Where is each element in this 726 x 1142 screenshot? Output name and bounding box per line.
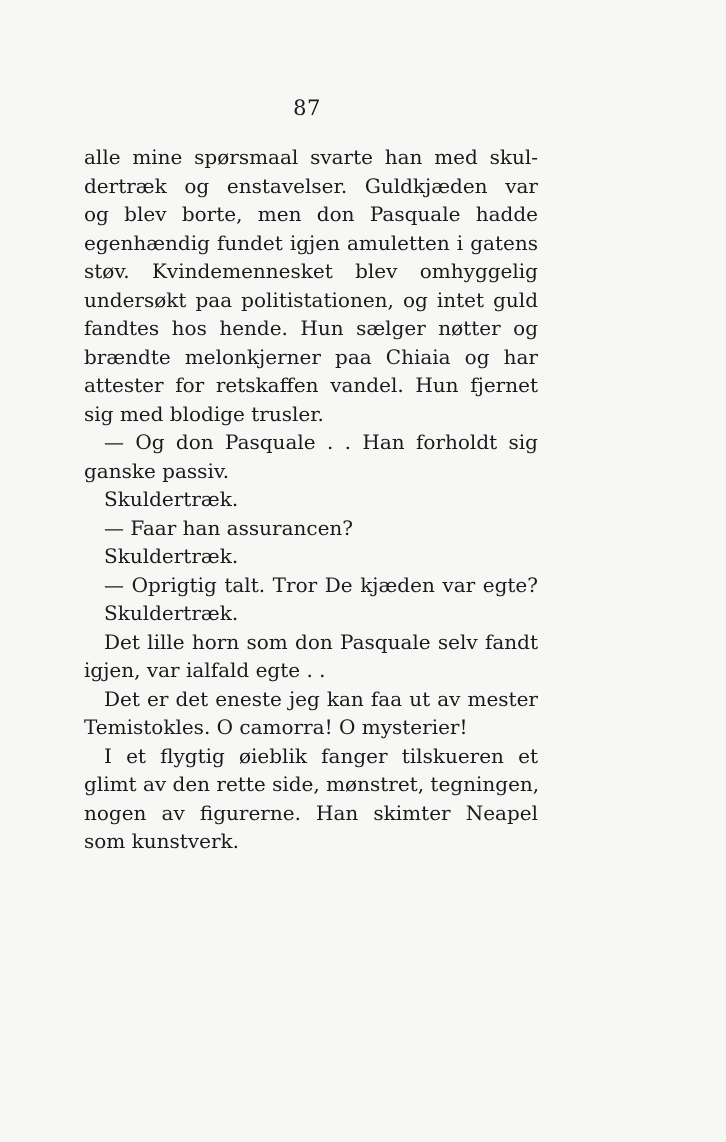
text-line: Skuldertræk. — [104, 487, 239, 511]
text-line: støv. Kvindemennesket blev omhyggelig — [84, 259, 538, 283]
page-number: 87 — [293, 96, 321, 120]
text-line: undersøkt paa politistationen, og intet guld — [84, 287, 538, 312]
text-line: — Og don Pasquale . . Han forholdt sig — [104, 430, 538, 454]
body-text — [84, 143, 538, 856]
text-line: nogen av figurerne. Han skimter Neapel — [84, 800, 538, 825]
text-line: — Oprigtig talt. Tror De kjæden var egte? — [104, 572, 538, 597]
text-line: og blev borte, men don Pasquale hadde — [84, 202, 538, 226]
text-line: Det lille horn som don Pasquale selv fandt — [104, 629, 538, 654]
text-line: — Faar han assurancen? — [104, 515, 354, 540]
text-line: I et flygtig øieblik fanger tilskueren et — [104, 743, 538, 768]
text-line: glimt av den rette side, mønstret, tegningen, — [84, 772, 540, 796]
text-line: attester for retskaffen vandel. Hun fjernet — [84, 373, 538, 397]
text-line: som kunstverk. — [84, 829, 239, 853]
text-line: Skuldertræk. — [104, 544, 239, 568]
text-line: dertræk og enstavelser. Guldkjæden var — [84, 173, 538, 198]
text-line: fandtes hos hende. Hun sælger nøtter og — [84, 316, 538, 340]
text-line: alle mine spørsmaal svarte han med skul- — [84, 145, 538, 169]
text-line: Det er det eneste jeg kan faa ut av mester — [104, 686, 538, 711]
text-line: Temistokles. O camorra! O mysterier! — [84, 715, 468, 739]
text-line: igjen, var ialfald egte . . — [84, 658, 326, 682]
text-line: ganske passiv. — [84, 458, 230, 483]
text-line: Skuldertræk. — [104, 601, 239, 625]
text-line: sig med blodige trusler. — [84, 401, 324, 426]
text-line: brændte melonkjerner paa Chiaia og har — [84, 344, 538, 369]
text-line: egenhændig fundet igjen amuletten i gatens — [84, 230, 538, 255]
